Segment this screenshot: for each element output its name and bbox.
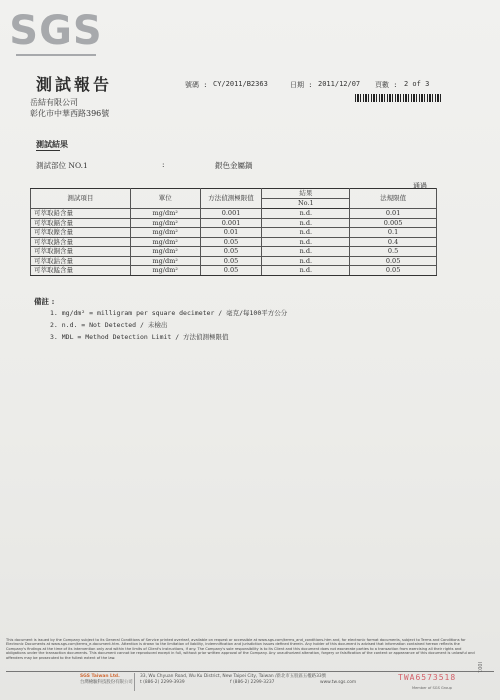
cell-mdl: 0.05 — [200, 266, 262, 276]
table-row — [31, 228, 437, 238]
test-part-label: 測試部位 NO.1 — [36, 161, 88, 170]
page-number-label: 頁數 : — [375, 81, 398, 89]
header-test-item: 測試項目 — [31, 189, 131, 209]
cell-mdl: 0.01 — [200, 228, 262, 238]
section-title: 測試結果 — [36, 139, 68, 149]
report-date: 2011/12/07 — [318, 80, 361, 88]
cell-result: n.d. — [262, 266, 350, 276]
cell-mdl: 0.05 — [200, 247, 262, 257]
cell-limit: 0.5 — [350, 247, 437, 257]
cell-result: n.d. — [262, 209, 350, 219]
footer-address: 33, Wu Chyuan Road, Wu Ku District, New Taipei City, Taiwan /新北市五股區五權路33號 — [140, 674, 327, 679]
footer-phone: t (886-2) 2299-3939 — [140, 680, 185, 685]
cell-limit: 0.01 — [350, 209, 437, 219]
cell-unit: mg/dm² — [130, 209, 200, 219]
cell-limit: 0.005 — [350, 218, 437, 228]
cell-result: n.d. — [262, 218, 350, 228]
footer-divider — [6, 671, 494, 672]
side-code: I001 — [476, 662, 482, 674]
test-part-value: 銀色金屬鍋 — [215, 161, 253, 170]
header-unit: 單位 — [130, 189, 200, 209]
cell-unit: mg/dm² — [130, 256, 200, 266]
cell-limit: 0.05 — [350, 256, 437, 266]
cell-mdl: 0.001 — [200, 209, 262, 219]
cell-mdl: 0.001 — [200, 218, 262, 228]
cell-result: n.d. — [262, 237, 350, 247]
cell-limit: 0.05 — [350, 266, 437, 276]
barcode-icon — [355, 94, 443, 102]
header-sample-no: No.1 — [262, 199, 350, 209]
header-limit: 法規限值 — [350, 189, 437, 209]
cell-item: 可萃取鎘含量 — [31, 218, 131, 228]
sgs-logo — [8, 10, 104, 60]
notes-title: 備註 : — [34, 297, 55, 306]
results-table — [30, 188, 437, 276]
table-row — [31, 218, 437, 228]
cell-result: n.d. — [262, 247, 350, 257]
cell-item: 可萃取鈷含量 — [31, 256, 131, 266]
pass-label: 通過 — [413, 182, 427, 190]
header-mdl: 方法偵測極限值 — [200, 189, 262, 209]
table-row — [31, 256, 437, 266]
company-address: 彰化市中華西路396號 — [30, 109, 110, 118]
table-row — [31, 266, 437, 276]
cell-unit: mg/dm² — [130, 266, 200, 276]
footer-disclaimer: This document is issued by the Company subject to its General Conditions of Service printed overleaf, available on request or accessible at www.sgs.com/terms_and_conditions.htm and, for electronic format documents, subject to Terms and Conditions for Electronic Documents at www.sgs.com/terms_e-document.htm. Attention is drawn to the limitation of liability, indemnification and jurisdiction issues defined therein. Any holder of this document is advised that information contained hereon reflects the Company's findings at the time of its intervention only and within the limits of Client's instructions, if any. The Company's sole responsibility is to its Client and this document does not exonerate parties to a transaction from exercising all their rights and obligations under the transaction documents. This document cannot be reproduced except in full, without prior written approval of the Company. Any unauthorized alteration, forgery or falsification of the content or appearance of this document is unlawful and offenders may be prosecuted to the fullest extent of the law. — [6, 638, 475, 660]
note-item: 2. n.d. = Not Detected / 未檢出 — [50, 321, 168, 329]
cell-item: 可萃取鉻含量 — [31, 237, 131, 247]
sgs-logo-text: SGS — [9, 8, 103, 54]
cell-unit: mg/dm² — [130, 247, 200, 257]
test-part-colon: : — [162, 160, 165, 169]
table-row — [31, 209, 437, 219]
footer-doc-code: TWA6573518 — [398, 673, 457, 682]
footer-brand-block — [80, 674, 133, 686]
cell-mdl: 0.05 — [200, 237, 262, 247]
cell-unit: mg/dm² — [130, 237, 200, 247]
report-number-label: 號碼 : — [185, 81, 208, 89]
cell-limit: 0.4 — [350, 237, 437, 247]
note-item: 3. MDL = Method Detection Limit / 方法偵測極限值 — [50, 333, 229, 341]
footer-brand-cn: 台灣檢驗科技股份有限公司 — [80, 680, 133, 685]
cell-result: n.d. — [262, 228, 350, 238]
cell-item: 可萃取鎳含量 — [31, 228, 131, 238]
header-result: 結果 — [262, 189, 350, 199]
cell-result: n.d. — [262, 256, 350, 266]
sgs-logo-underline — [16, 54, 96, 56]
footer-brand: SGS Taiwan Ltd. — [80, 674, 120, 679]
footer-member: Member of SGS Group — [412, 686, 452, 690]
company-name: 岳結有限公司 — [30, 98, 78, 107]
cell-item: 可萃取鉛含量 — [31, 209, 131, 219]
table-row — [31, 247, 437, 257]
note-item: 1. mg/dm² = milligram per square decimeter / 毫克/每100平方公分 — [50, 309, 288, 317]
cell-mdl: 0.05 — [200, 256, 262, 266]
cell-unit: mg/dm² — [130, 218, 200, 228]
footer-website: www.tw.sgs.com — [320, 680, 357, 685]
cell-limit: 0.1 — [350, 228, 437, 238]
footer-fax: f (886-2) 2299-3237 — [230, 680, 275, 685]
cell-item: 可萃取錳含量 — [31, 266, 131, 276]
cell-unit: mg/dm² — [130, 228, 200, 238]
report-date-label: 日期 : — [290, 81, 313, 89]
report-title: 測試報告 — [36, 75, 113, 94]
report-number: CY/2011/B2363 — [213, 80, 268, 88]
page-number: 2 of 3 — [404, 80, 430, 88]
cell-item: 可萃取銅含量 — [31, 247, 131, 257]
footer-separator — [134, 673, 135, 691]
section-title-underline — [36, 150, 60, 151]
table-row — [31, 237, 437, 247]
